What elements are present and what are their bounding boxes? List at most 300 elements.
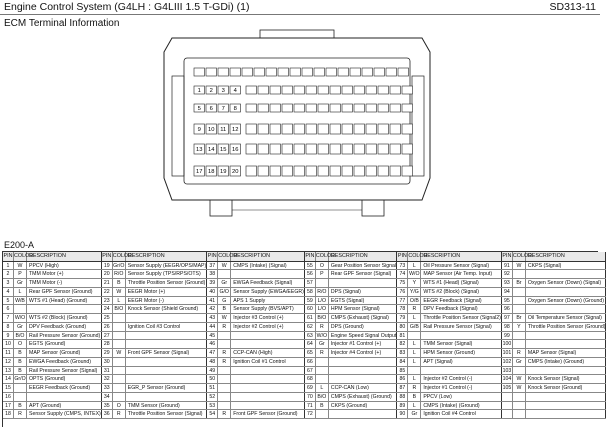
connector-pin-number: 10 — [208, 127, 215, 134]
pin-number: 18 — [3, 410, 14, 418]
connector-pin-cell — [366, 104, 377, 112]
pin-number: 42 — [207, 305, 218, 313]
column-description-header: DESCRIPTION — [27, 252, 102, 261]
connector-pin-number: 20 — [232, 169, 239, 176]
pin-row — [207, 384, 305, 393]
column-color-header: COLOR — [315, 253, 336, 259]
pin-description — [126, 340, 207, 348]
pin-description: Oil Temperature Sensor (Signal) — [526, 314, 606, 322]
connector-pin-cell — [306, 166, 317, 176]
pin-number: 25 — [102, 314, 113, 322]
connector-pin-cell — [402, 124, 413, 134]
pin-description — [231, 375, 305, 383]
pin-number: 96 — [502, 305, 513, 313]
connector-pin-cell — [366, 166, 377, 176]
connector-bottom-tab-right — [362, 200, 384, 216]
column-pin-header: PIN — [502, 253, 512, 259]
column-color-header: COLOR — [218, 253, 238, 259]
pin-row — [305, 393, 397, 402]
pin-row — [305, 279, 397, 288]
connector-pin-cell — [254, 68, 265, 76]
pin-table-header — [397, 252, 502, 262]
connector-pin-cell — [258, 166, 269, 176]
pin-row — [502, 323, 606, 332]
wire-color: R — [218, 349, 231, 357]
pin-row — [102, 367, 207, 376]
pin-number: 85 — [397, 367, 408, 375]
pin-row — [207, 410, 305, 419]
pin-number: 35 — [102, 402, 113, 410]
connector-left-block — [172, 76, 184, 176]
pin-row — [102, 314, 207, 323]
connector-pin-number: 9 — [197, 127, 201, 134]
connector-pin-cell — [282, 86, 293, 94]
pin-description — [126, 314, 207, 322]
pin-description — [329, 410, 397, 418]
pin-description: Gear Position Sensor Signal — [330, 262, 397, 269]
wire-color: P — [316, 270, 329, 278]
wire-color: G/B — [408, 323, 421, 331]
pin-row — [397, 262, 502, 271]
connector-pin-cell — [258, 124, 269, 134]
pin-description: EGR_P Sensor (Ground) — [126, 384, 207, 392]
pin-row — [102, 340, 207, 349]
pin-number: 81 — [397, 332, 408, 340]
pin-description — [231, 393, 305, 401]
wire-color: L/O — [316, 305, 329, 313]
connector-pin-cell — [326, 68, 337, 76]
connector-pin-cell — [390, 166, 401, 176]
pin-table — [2, 251, 606, 427]
wire-color — [218, 367, 231, 375]
page-title: Engine Control System (G4LH : G4LIII 1.5 T-GDi) (1) — [4, 1, 250, 13]
pin-row — [3, 314, 102, 323]
pin-description — [231, 270, 305, 278]
section-title: ECM Terminal Information — [4, 18, 120, 29]
pin-description: Sensor Supply (EEGR/OPS/MAP) — [127, 262, 207, 269]
pin-row — [305, 349, 397, 358]
pin-description: EGTS (Signal) — [329, 297, 397, 305]
pin-row — [502, 349, 606, 358]
pin-description — [526, 393, 606, 401]
connector-pin-cell — [258, 86, 269, 94]
pin-number: 84 — [397, 358, 408, 366]
pin-description — [526, 305, 606, 313]
pin-row — [3, 340, 102, 349]
pin-table-panel — [502, 252, 606, 427]
connector-pin-cell — [366, 124, 377, 134]
connector-pin-cell — [330, 124, 341, 134]
pin-description: DPS (Signal) — [329, 288, 397, 296]
pin-number: 95 — [502, 297, 513, 305]
connector-pin-cell — [342, 166, 353, 176]
connector-right-block — [412, 76, 424, 176]
connector-pin-number: 18 — [208, 169, 215, 176]
pin-description: Front GPF Sensor (Ground) — [231, 410, 305, 418]
connector-pin-cell — [230, 68, 241, 76]
pin-number — [502, 410, 513, 418]
pin-description: Knock Sensor (Signal) — [526, 375, 606, 383]
pin-number: 29 — [102, 349, 113, 357]
wire-color: R — [218, 323, 231, 331]
connector-pin-cell — [282, 166, 293, 176]
pin-number: 20 — [102, 270, 113, 278]
pin-description: PPCV (High) — [27, 262, 102, 270]
pin-row — [502, 262, 606, 271]
pin-description: CKPS (Ground) — [329, 402, 397, 410]
column-color-header: COLOR — [112, 253, 132, 259]
pin-description: Injector #2 Control (-) — [421, 375, 502, 383]
pin-row — [3, 279, 102, 288]
wire-color: W — [113, 349, 126, 357]
wire-color: R/O — [316, 288, 329, 296]
wire-color: Y — [513, 323, 526, 331]
pin-row — [502, 402, 606, 411]
pin-number: 3 — [3, 279, 14, 287]
wire-color — [14, 305, 27, 313]
wire-color: W/O — [409, 271, 420, 278]
wire-color — [218, 384, 231, 392]
pin-number: 93 — [502, 279, 513, 287]
connector-pin-cell — [342, 144, 353, 154]
pin-row — [3, 375, 102, 384]
pin-row — [102, 323, 207, 332]
pin-row — [207, 305, 305, 314]
connector-pin-cell — [342, 124, 353, 134]
pin-row — [102, 297, 207, 306]
pin-description — [126, 367, 207, 375]
pin-row — [397, 279, 502, 288]
connector-pin-cell — [330, 166, 341, 176]
pin-row — [102, 279, 207, 288]
wire-color — [513, 410, 526, 418]
connector-pin-cell — [306, 124, 317, 134]
pin-number: 21 — [102, 279, 113, 287]
pin-description: EEGR Motor (-) — [126, 297, 207, 305]
connector-pin-cell — [194, 68, 205, 76]
pin-number: 80 — [397, 323, 408, 331]
pin-row — [3, 402, 102, 411]
pin-number: 26 — [102, 323, 113, 331]
pin-description: CMPS (Intake) (Ground) — [421, 402, 502, 410]
wire-color: L — [408, 314, 421, 322]
connector-pin-cell — [242, 68, 253, 76]
connector-pin-cell — [354, 166, 365, 176]
pin-description — [231, 332, 305, 340]
pin-number: 40 — [207, 288, 218, 296]
pin-description: Sensor Supply (EWGA/EEGR) — [233, 288, 304, 295]
connector-pin-cell — [386, 68, 397, 76]
column-pin-header: PIN — [397, 253, 407, 259]
pin-description: WTS #1 (Head) (Signal) — [421, 279, 502, 287]
pin-number: 7 — [3, 314, 14, 322]
pin-number: 82 — [397, 340, 408, 348]
pin-table-panel — [305, 252, 397, 427]
wire-color: L/O — [316, 297, 329, 305]
pin-row — [3, 410, 102, 419]
pin-number: 75 — [397, 279, 408, 287]
pin-row — [3, 384, 102, 393]
wire-color: L — [113, 297, 126, 305]
connector-pin-cell — [378, 86, 389, 94]
pin-description: CMPS (Intake) (Signal) — [231, 262, 305, 270]
connector-pin-cell — [378, 166, 389, 176]
connector-pin-cell — [266, 68, 277, 76]
pin-number: 69 — [305, 384, 316, 392]
wire-color: L — [408, 340, 421, 348]
pin-description: Rail Pressure Sensor (Signal) — [27, 367, 102, 375]
column-pin-header: PIN — [305, 253, 315, 259]
wire-color: W — [218, 314, 231, 322]
pin-row — [397, 323, 502, 332]
pin-number: 103 — [502, 367, 512, 374]
connector-pin-cell — [390, 86, 401, 94]
pin-number: 72 — [305, 410, 316, 418]
connector-pin-cell — [318, 166, 329, 176]
wire-color — [113, 384, 126, 392]
wire-color: B — [218, 305, 231, 313]
pin-row — [397, 375, 502, 384]
pin-row — [305, 270, 397, 279]
pin-number: 27 — [102, 332, 113, 340]
pin-table-panel — [207, 252, 305, 427]
pin-number: 104 — [502, 376, 512, 383]
connector-pin-cell — [366, 144, 377, 154]
wire-color: Gr — [218, 279, 231, 287]
pin-row — [502, 393, 606, 402]
pin-row — [3, 349, 102, 358]
pin-description: EWGA Feedback (Ground) — [27, 358, 102, 366]
pin-number: 19 — [102, 262, 113, 270]
pin-row — [3, 305, 102, 314]
column-pin-header: PIN — [102, 253, 112, 259]
pin-description: Knock Sensor (Ground) — [526, 384, 606, 392]
pin-description: WTS #1 (Head) (Ground) — [27, 297, 102, 305]
pin-row — [397, 332, 502, 341]
wire-color: L — [408, 402, 421, 410]
pin-number: 47 — [207, 349, 218, 357]
wire-color: O — [14, 340, 27, 348]
pin-description — [27, 305, 102, 313]
connector-pins — [194, 68, 413, 176]
pin-number: 67 — [305, 367, 316, 375]
wire-color — [513, 270, 526, 278]
connector-pin-cell — [374, 68, 385, 76]
pin-description: EEGR Feedback (Signal) — [421, 297, 502, 305]
connector-pin-cell — [306, 104, 317, 112]
wire-color — [513, 288, 526, 296]
pin-description — [526, 340, 606, 348]
pin-row — [3, 367, 102, 376]
pin-row — [397, 297, 502, 306]
pin-number: 31 — [102, 367, 113, 375]
pin-number: 65 — [305, 349, 316, 357]
connector-pin-cell — [246, 124, 257, 134]
connector-pin-cell — [378, 144, 389, 154]
pin-row — [305, 297, 397, 306]
connector-pin-cell — [330, 144, 341, 154]
pin-description: Oxygen Sensor (Down) (Signal) — [526, 279, 606, 287]
pin-number: 73 — [397, 262, 408, 270]
connector-pin-cell — [270, 86, 281, 94]
pin-row — [102, 332, 207, 341]
wire-color — [113, 332, 126, 340]
connector-pin-cell — [282, 104, 293, 112]
pin-description — [231, 367, 305, 375]
pin-row — [3, 297, 102, 306]
connector-pin-cell — [246, 144, 257, 154]
wire-color — [218, 402, 231, 410]
pin-number: 34 — [102, 393, 113, 401]
pin-description: Ignition Coil #1 Control — [231, 358, 305, 366]
wire-color — [218, 375, 231, 383]
pin-row — [207, 358, 305, 367]
wire-color: B — [14, 349, 27, 357]
pin-description: TMM Motor (+) — [27, 270, 102, 278]
wire-color: G/O — [218, 288, 231, 296]
pin-row — [397, 349, 502, 358]
wire-color — [218, 340, 231, 348]
connector-label: E200-A — [4, 240, 35, 250]
pin-row — [305, 288, 397, 297]
pin-row — [102, 410, 207, 419]
pin-number: 92 — [502, 270, 513, 278]
pin-row — [305, 305, 397, 314]
pin-description — [231, 402, 305, 410]
pin-row — [397, 402, 502, 411]
pin-number: 76 — [397, 288, 408, 296]
pin-description: Rail Pressure Sensor (Signal) — [421, 323, 502, 331]
connector-pin-number: 19 — [220, 169, 227, 176]
pin-number: 8 — [3, 323, 14, 331]
pin-number: 105 — [502, 385, 512, 391]
pin-number: 99 — [502, 332, 513, 340]
pin-description: APT (Signal) — [421, 358, 502, 366]
pin-description: Oil Pressure Sensor (Signal) — [421, 262, 502, 270]
pin-description: Throttle Position Sensor (Signal2) — [423, 315, 501, 321]
pin-number: 83 — [397, 349, 408, 357]
pin-row — [305, 332, 397, 341]
pin-description: Sensor Supply (CMPS, INTEX) — [29, 411, 101, 418]
pin-number: 61 — [305, 314, 316, 322]
pin-row — [3, 332, 102, 341]
pin-description: Ignition Coil #4 Control — [421, 410, 502, 418]
pin-description: Injector #1 Control (+) — [329, 340, 397, 348]
wire-color: B — [14, 358, 27, 366]
pin-row — [502, 288, 606, 297]
wire-color: W — [513, 384, 526, 392]
connector-pin-number: 2 — [209, 88, 213, 95]
pin-description: MAP Sensor (Air Temp. Input) — [421, 270, 502, 278]
pin-row — [102, 402, 207, 411]
connector-top-latch — [260, 30, 334, 38]
connector-pin-cell — [270, 166, 281, 176]
pin-description: Knock Sensor (Shield Ground) — [126, 305, 207, 313]
wire-color: R/O — [113, 270, 126, 278]
pin-row — [207, 314, 305, 323]
pin-row — [502, 340, 606, 349]
wire-color — [14, 384, 27, 392]
connector-pin-cell — [402, 86, 413, 94]
pin-row — [305, 340, 397, 349]
pin-description: Throttle Position Sensor (Signal) — [126, 410, 207, 418]
pin-description — [126, 375, 207, 383]
connector-pin-cell — [246, 104, 257, 112]
connector-pin-cell — [306, 86, 317, 94]
pin-number: 12 — [3, 358, 14, 366]
pin-description: Sensor Supply (BVS/APT) — [231, 305, 305, 313]
pin-row — [502, 279, 606, 288]
connector-pin-cell — [354, 86, 365, 94]
wire-color — [113, 367, 126, 375]
connector-pin-cell — [350, 68, 361, 76]
pin-number: 11 — [3, 349, 14, 357]
wire-color — [113, 358, 126, 366]
wire-color: L — [408, 358, 421, 366]
pin-row — [3, 358, 102, 367]
wire-color: B — [113, 279, 126, 287]
wire-color: B — [316, 402, 329, 410]
pin-description: EWGA Feedback (Signal) — [231, 279, 305, 287]
pin-description: TMM Sensor (Signal) — [421, 340, 502, 348]
connector-pin-cell — [294, 86, 305, 94]
pin-row — [397, 314, 502, 323]
wire-color — [113, 393, 126, 401]
pin-row — [102, 375, 207, 384]
wire-color: Gr — [316, 340, 329, 348]
pin-row — [502, 384, 606, 393]
connector-pin-cell — [294, 166, 305, 176]
pin-description: CMPS (Exhaust) (Signal) — [329, 314, 397, 322]
pin-table-panel — [3, 252, 102, 427]
wire-color: R — [218, 410, 231, 418]
connector-pin-cell — [354, 104, 365, 112]
connector-pin-cell — [270, 124, 281, 134]
pin-number: 17 — [3, 402, 14, 410]
pin-number: 57 — [305, 279, 316, 287]
connector-pin-cell — [294, 124, 305, 134]
pin-row — [305, 323, 397, 332]
pin-row — [305, 262, 397, 271]
wire-color: R — [513, 349, 526, 357]
pin-row — [502, 270, 606, 279]
wire-color — [316, 279, 329, 287]
column-description-header: DESCRIPTION — [526, 252, 606, 261]
pin-number: 53 — [207, 402, 218, 410]
pin-row — [397, 305, 502, 314]
pin-description: Injector #1 Control (-) — [421, 384, 502, 392]
pin-row — [397, 410, 502, 419]
connector-pin-cell — [390, 144, 401, 154]
pin-row — [102, 393, 207, 402]
wire-color — [14, 393, 27, 401]
wire-color: B — [408, 393, 421, 401]
pin-description: DPV Feedback (Ground) — [27, 323, 102, 331]
pin-number: 4 — [3, 288, 14, 296]
wire-color: P — [14, 270, 27, 278]
pin-number: 54 — [207, 410, 218, 418]
pin-description — [231, 340, 305, 348]
pin-row — [3, 262, 102, 271]
wire-color: L — [316, 384, 329, 392]
wire-color — [316, 375, 329, 383]
pin-number: 5 — [3, 297, 14, 305]
pin-number: 86 — [397, 375, 408, 383]
pin-row — [102, 358, 207, 367]
connector-pin-cell — [290, 68, 301, 76]
pin-row — [305, 314, 397, 323]
wire-color: W — [14, 262, 27, 270]
